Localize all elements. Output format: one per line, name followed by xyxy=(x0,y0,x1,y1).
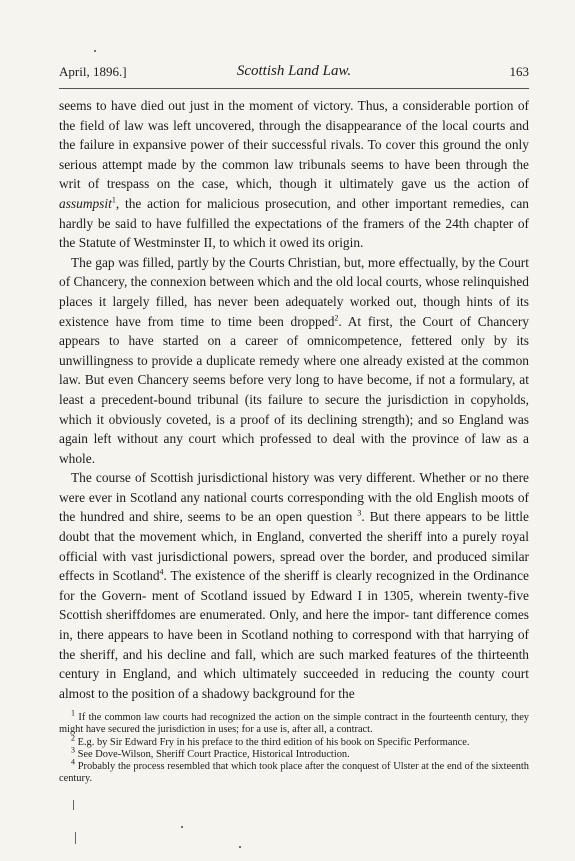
text-line: has never been adequately worked out, though hints of its existence xyxy=(59,293,529,329)
text-line: If the common law courts had recognized the action on the simple contract in xyxy=(78,712,410,723)
running-header xyxy=(59,64,529,84)
text-line: tant difference comes in, there appears to have been in Scotland xyxy=(59,607,529,643)
text-line: The course of Scottish jurisdictional history was very different. xyxy=(71,470,416,486)
text-line: Ulster at the end of the sixteenth century. xyxy=(59,761,529,785)
footnote-ref: 2 xyxy=(334,313,339,323)
scan-speck xyxy=(181,826,183,828)
text-line: fettered only by its unwillingness to provide a duplicate remedy xyxy=(59,333,529,368)
text-line: strength); and so England was again left without any court which xyxy=(59,411,529,447)
text-line: have fulfilled the expectations of the framers of the 24th chapter of xyxy=(156,215,529,231)
text-line: serious attempt made by the common law tribunals seems to have xyxy=(59,156,430,172)
text-line: nothing to correspond with that harrying of the sheriff, and his xyxy=(59,627,529,662)
text-line: power of their successful rivals. To cover this ground the only xyxy=(190,137,529,153)
footnote xyxy=(59,745,529,761)
scan-speck xyxy=(239,846,241,848)
text-line: effectually, by the Court of Chancery, the connexion between which xyxy=(59,254,529,290)
text-run: . But there appears to be little doubt xyxy=(59,509,529,545)
footnote xyxy=(59,757,529,786)
text-line: the fourteenth century, they might have secured the jurisdiction in uses; for a use xyxy=(59,712,529,736)
text-run: . The existence xyxy=(163,568,246,584)
text-line: prosecution, and other important remedies, can hardly be said to xyxy=(59,195,529,231)
footnote-mark: 4 xyxy=(71,757,75,767)
scan-speck xyxy=(94,50,96,52)
text-line: county court almost to the position of a shadowy background for the xyxy=(59,666,529,701)
scan-mark xyxy=(75,832,76,844)
text-line: decline and fall, which are such marked features of the thirteenth xyxy=(167,646,529,662)
text-run: , the action for malicious xyxy=(115,195,260,211)
header-date: April, 1896.] xyxy=(59,64,127,79)
footnote-ref: 1 xyxy=(111,195,116,205)
text-line: where one already existed at the common law. But even Chancery xyxy=(59,352,529,388)
text-line: seems before very long to have become, if not a formulary, at least xyxy=(59,372,529,407)
text-line: seems to have died out just in the moment of victory. Thus, xyxy=(59,98,388,113)
text-line: corresponding with the old English moots of the hundred and shire, xyxy=(59,489,529,525)
text-run: assumpsit xyxy=(59,195,112,211)
text-line: professed to deal with the province of law as a whole. xyxy=(59,431,529,466)
text-line: Scottish sheriffdomes are enumerated. Only, and here the impor- xyxy=(59,607,410,623)
text-line: See Dove-Wilson, Sheriff Court Practice, Historical Introduction. xyxy=(77,748,350,760)
header-rule xyxy=(59,88,529,89)
text-line: the Statute of Westminster II, to which it owed its origin. xyxy=(59,235,364,251)
page-number: 163 xyxy=(509,64,529,79)
scan-mark xyxy=(73,800,74,810)
text-line: century in England, and which ultimately succeeded in reducing the xyxy=(59,666,452,682)
text-line: a purely royal official with vast jurisdictional powers, spread over xyxy=(59,529,529,564)
text-line: The gap was filled, partly by the Courts Christian, but, more xyxy=(71,254,396,270)
text-line: Whether or no there were ever in Scotland any national courts xyxy=(59,470,529,505)
text-line: Probably the process resembled that which took place after the conquest of xyxy=(77,761,391,773)
text-line: that the movement which, in England, converted the sheriff into xyxy=(94,529,448,545)
footnote-mark: 1 xyxy=(71,708,75,718)
text-run: have from time to time been dropped xyxy=(115,313,335,329)
body-text xyxy=(59,96,529,703)
paragraph xyxy=(59,96,529,253)
header-title: Scottish Land Law. xyxy=(236,63,352,79)
paragraph xyxy=(59,468,529,703)
text-run: . At first, the Court of xyxy=(338,313,471,329)
footnote xyxy=(59,708,529,737)
footnote xyxy=(59,733,529,749)
text-line: been through the writ of trespass on the case, which, though it xyxy=(59,156,529,192)
footnote-ref: 4 xyxy=(159,567,164,577)
footnotes xyxy=(59,708,529,786)
footnote-mark: 3 xyxy=(71,745,75,755)
text-run: ultimately gave us the action of xyxy=(339,176,529,192)
text-run: the border, and produced similar effects in Scotland xyxy=(59,548,529,584)
text-line: is, after all, a contract. xyxy=(280,724,373,736)
text-line: in copyholds, which it obviously coveted, is a proof of its declining xyxy=(59,391,529,427)
text-line: a considerable portion of the field of law was left uncovered, through xyxy=(59,98,529,133)
paragraph xyxy=(59,253,529,469)
text-line: ment of Scotland issued by Edward I in 1305, wherein twenty-five xyxy=(151,587,529,603)
text-line: the disappearance of the local courts and the failure in expansive xyxy=(59,117,529,153)
text-line: a precedent-bound tribunal (its failure to secure the jurisdiction xyxy=(89,391,449,407)
text-run: seems to be an open question xyxy=(187,509,358,525)
text-line: and the old local courts, whose relinquished places it largely filled, xyxy=(59,274,529,309)
text-line: of the sheriff is clearly recognized in the Ordinance for the Govern- xyxy=(59,568,529,603)
footnote-ref: 3 xyxy=(357,509,362,518)
text-line: Specific Performance. xyxy=(377,736,470,748)
footnote-mark: 2 xyxy=(71,733,75,743)
text-line: Chancery appears to have started on a career of omnicompetence, xyxy=(59,313,529,349)
text-line: E.g. by Sir Edward Fry in his preface to the third edition of his book on xyxy=(77,736,375,748)
